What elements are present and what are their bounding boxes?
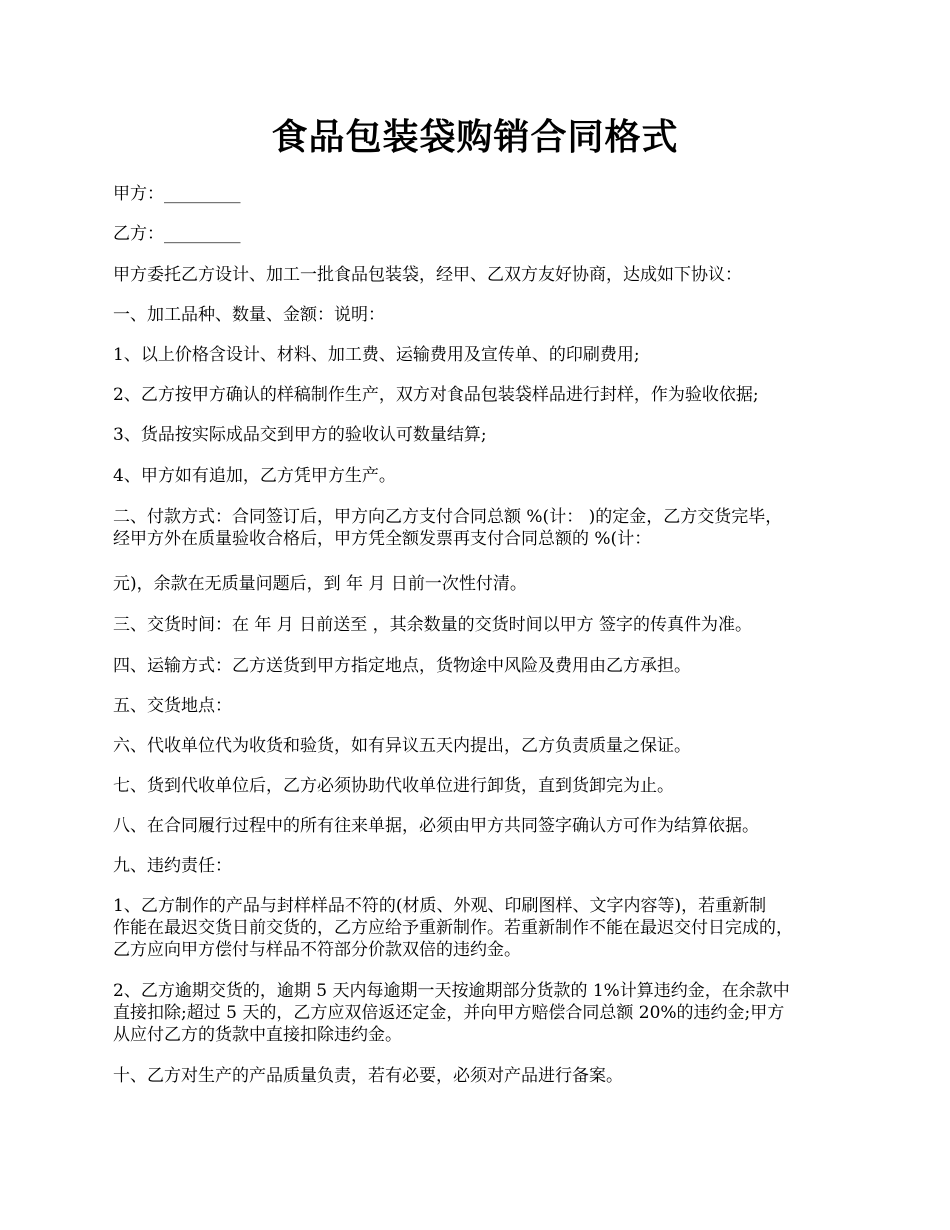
- paragraph-line: 2、乙方逾期交货的，逾期 5 天内每逾期一天按逾期部分货款的 1%计算违约金，在余款中: [113, 981, 790, 1001]
- section-3-delivery-time: [113, 614, 853, 636]
- clause-1-2: [113, 384, 853, 406]
- paragraph-line: 1、乙方制作的产品与封样样品不符的(材质、外观、印刷图样、文字内容等)，若重新制: [113, 896, 767, 916]
- paragraph-line: 六、代收单位代为收货和验货，如有异议五天内提出，乙方负责质量之保证。: [113, 736, 691, 756]
- paragraph-line: 3、货品按实际成品交到甲方的验收认可数量结算;: [113, 425, 487, 445]
- document-title: 食品包装袋购销合同格式: [271, 116, 679, 158]
- clause-1-4: [113, 465, 853, 487]
- paragraph-line: 经甲方外在质量验收合格后，甲方凭全额发票再支付合同总额的 %(计：: [113, 529, 652, 549]
- section-2-continued: [113, 573, 853, 595]
- section-8-documents: [113, 815, 853, 837]
- paragraph-line: 4、甲方如有追加，乙方凭甲方生产。: [113, 466, 396, 486]
- paragraph-line: 八、在合同履行过程中的所有往来单据，必须由甲方共同签字确认方可作为结算依据。: [113, 816, 759, 836]
- paragraph-line: 十、乙方对生产的产品质量负责，若有必要，必须对产品进行备案。: [113, 1066, 623, 1086]
- party-a-line: [113, 183, 853, 205]
- section-5-delivery-place: [113, 695, 853, 717]
- section-4-transport: [113, 655, 853, 677]
- paragraph-line: 五、交货地点：: [113, 696, 232, 716]
- section-1-heading: [113, 304, 853, 326]
- paragraph-line: 从应付乙方的货款中直接扣除违约金。: [113, 1025, 402, 1045]
- clause-1-1: [113, 344, 853, 366]
- paragraph-line: 七、货到代收单位后，乙方必须协助代收单位进行卸货，直到货卸完为止。: [113, 776, 674, 796]
- intro-paragraph: [113, 264, 853, 286]
- paragraph-line: 作能在最迟交货日前交货的，乙方应给予重新制作。若重新制作不能在最迟交付日完成的，: [113, 918, 793, 938]
- section-6-receiving: [113, 735, 853, 757]
- paragraph-line: 二、付款方式：合同签订后，甲方向乙方支付合同总额 %(计： )的定金，乙方交货完毕，: [113, 507, 783, 527]
- party-b-line: [113, 223, 853, 245]
- clause-9-2: [113, 980, 853, 1046]
- section-2-payment: [113, 506, 853, 550]
- paragraph-line: 一、加工品种、数量、金额：说明：: [113, 305, 385, 325]
- paragraph-line: 乙方：_________: [113, 224, 241, 244]
- section-9-heading: [113, 855, 853, 877]
- clause-9-1: [113, 895, 853, 961]
- paragraph-line: 2、乙方按甲方确认的样稿制作生产，双方对食品包装袋样品进行封样，作为验收依据;: [113, 385, 759, 405]
- paragraph-line: 元)，余款在无质量问题后，到 年 月 日前一次性付清。: [113, 574, 527, 594]
- paragraph-line: 甲方：_________: [113, 184, 241, 204]
- clause-1-3: [113, 424, 853, 446]
- paragraph-line: 九、违约责任：: [113, 856, 232, 876]
- paragraph-line: 三、交货时间：在 年 月 日前送至 ，其余数量的交货时间以甲方 签字的传真件为准。: [113, 615, 753, 635]
- paragraph-line: 甲方委托乙方设计、加工一批食品包装袋，经甲、乙双方友好协商，达成如下协议：: [113, 265, 742, 285]
- section-10-quality: [113, 1065, 853, 1087]
- paragraph-line: 直接扣除;超过 5 天的，乙方应双倍返还定金，并向甲方赔偿合同总额 20%的违约金;甲方: [113, 1003, 785, 1023]
- paragraph-line: 四、运输方式：乙方送货到甲方指定地点，货物途中风险及费用由乙方承担。: [113, 656, 691, 676]
- section-7-unloading: [113, 775, 853, 797]
- paragraph-line: 1、以上价格含设计、材料、加工费、运输费用及宣传单、的印刷费用;: [113, 345, 640, 365]
- paragraph-line: 乙方应向甲方偿付与样品不符部分价款双倍的违约金。: [113, 940, 521, 960]
